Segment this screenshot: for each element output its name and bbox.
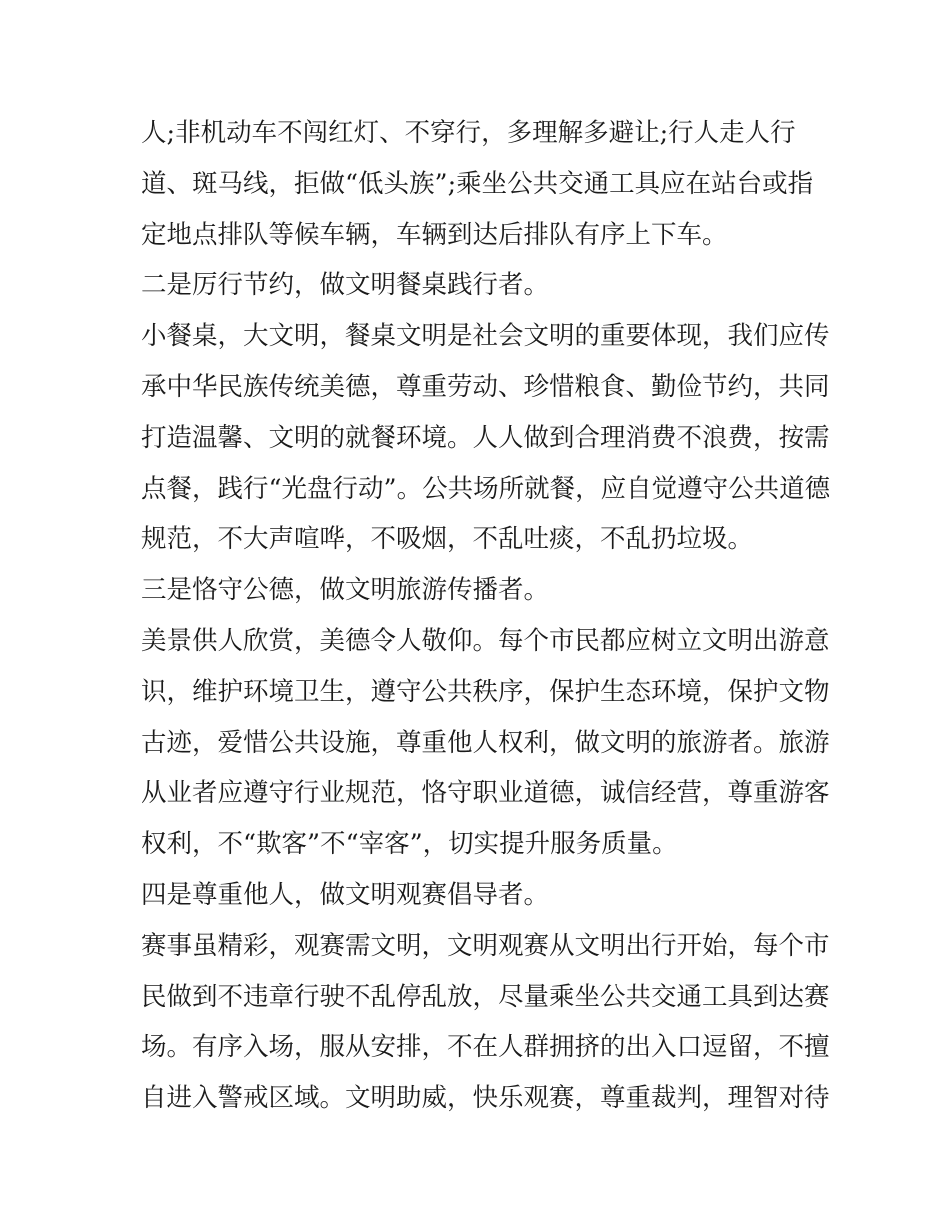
- text-line: 小餐桌，大文明，餐桌文明是社会文明的重要体现，我们应传: [141, 321, 830, 352]
- text-line: 自进入警戒区域。文明助威，快乐观赛，尊重裁判，理智对待: [141, 1083, 830, 1114]
- text-line: 从业者应遵守行业规范，恪守职业道德，诚信经营，尊重游客: [141, 778, 830, 809]
- text-line: 人;非机动车不闯红灯、不穿行，多理解多避让;行人走人行: [141, 118, 796, 148]
- text-line: 美景供人欣赏，美德令人敬仰。每个市民都应树立文明出游意: [141, 625, 830, 656]
- document-body: [141, 108, 831, 1124]
- section-heading: 二是厉行节约，做文明餐桌践行者。: [141, 270, 550, 301]
- text-line: 点餐，践行“光盘行动”。公共场所就餐，应自觉遵守公共道德: [141, 473, 831, 504]
- section-heading: 三是恪守公德，做文明旅游传播者。: [141, 575, 550, 606]
- text-line: 古迹，爱惜公共设施，尊重他人权利，做文明的旅游者。旅游: [141, 727, 830, 758]
- text-line: 打造温馨、文明的就餐环境。人人做到合理消费不浪费，按需: [141, 422, 830, 453]
- text-line: 规范，不大声喧哗，不吸烟，不乱吐痰，不乱扔垃圾。: [141, 524, 754, 555]
- text-line: 赛事虽精彩，观赛需文明，文明观赛从文明出行开始，每个市: [141, 930, 830, 961]
- text-line: 场。有序入场，服从安排，不在人群拥挤的出入口逗留，不擅: [141, 1032, 830, 1063]
- text-line: 民做到不违章行驶不乱停乱放，尽量乘坐公共交通工具到达赛: [141, 981, 830, 1012]
- section-heading: 四是尊重他人，做文明观赛倡导者。: [141, 879, 550, 910]
- text-line: 定地点排队等候车辆，车辆到达后排队有序上下车。: [141, 219, 728, 250]
- text-line: 道、斑马线，拒做“低头族”;乘坐公共交通工具应在站台或指: [141, 168, 814, 199]
- text-line: 识，维护环境卫生，遵守公共秩序，保护生态环境，保护文物: [141, 676, 830, 707]
- text-line: 承中华民族传统美德，尊重劳动、珍惜粮食、勤俭节约，共同: [141, 371, 830, 402]
- text-line: 权利，不“欺客”不“宰客”，切实提升服务质量。: [141, 829, 678, 860]
